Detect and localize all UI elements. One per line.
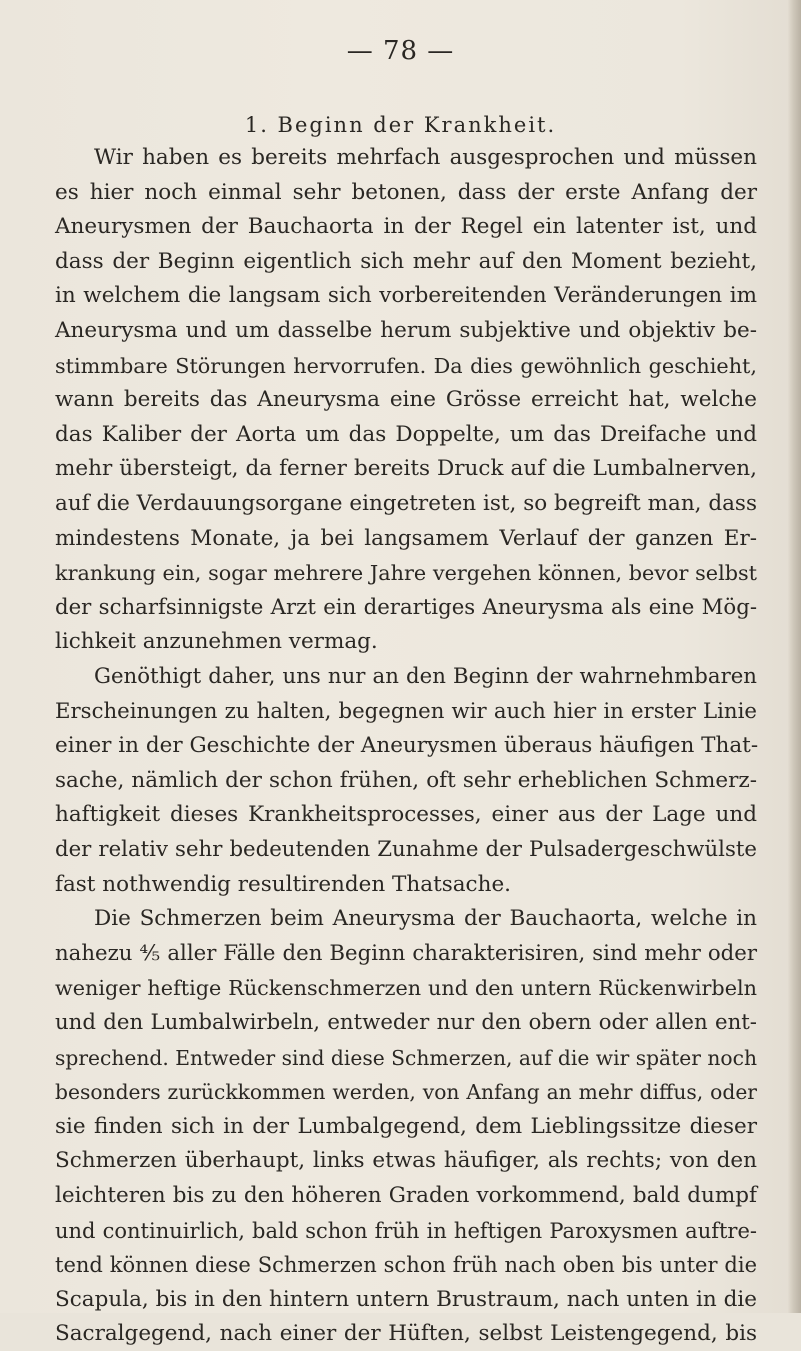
text-line: tend können diese Schmerzen schon früh nach oben bis unter die bbox=[55, 1253, 757, 1278]
text-line: Aneurysma und um dasselbe herum subjektive und objektiv be- bbox=[55, 318, 757, 343]
text-line: haftigkeit dieses Krankheitsprocesses, einer aus der Lage und bbox=[55, 802, 757, 828]
text-line: nahezu ⅘ aller Fälle den Beginn charakterisiren, sind mehr oder bbox=[55, 940, 757, 966]
text-line: leichteren bis zu den höheren Graden vorkommend, bald dumpf bbox=[55, 1183, 757, 1208]
page-number: — 78 — bbox=[346, 36, 455, 66]
text-line: Scapula, bis in den hintern untern Brustraum, nach unten in die bbox=[55, 1286, 757, 1312]
text-line: und continuirlich, bald schon früh in heftigen Paroxysmen auftre- bbox=[55, 1218, 757, 1243]
text-line: mindestens Monate, ja bei langsamem Verlauf der ganzen Er- bbox=[55, 525, 757, 551]
text-line: mehr übersteigt, da ferner bereits Druck auf die Lumbalnerven, bbox=[55, 456, 757, 482]
section-heading: 1. Beginn der Krankheit. bbox=[244, 113, 557, 137]
text-line: weniger heftige Rückenschmerzen und den untern Rückenwirbeln bbox=[55, 976, 757, 1001]
text-line: in welchem die langsam sich vorbereitenden Veränderungen im bbox=[55, 283, 757, 309]
text-line: es hier noch einmal sehr betonen, dass der erste Anfang der bbox=[55, 179, 757, 205]
text-line: der scharfsinnigste Arzt ein derartiges Aneurysma als eine Mög- bbox=[55, 594, 757, 620]
text-line: das Kaliber der Aorta um das Doppelte, um das Dreifache und bbox=[55, 421, 757, 447]
text-line: Sacralgegend, nach einer der Hüften, selbst Leistengegend, bis bbox=[55, 1321, 757, 1347]
text-line: fast nothwendig resultirenden Thatsache. bbox=[55, 871, 512, 897]
text-line: Die Schmerzen beim Aneurysma der Bauchaorta, welche in bbox=[94, 906, 757, 932]
text-line: sache, nämlich der schon frühen, oft sehr erheblichen Schmerz- bbox=[55, 767, 757, 793]
text-line: Erscheinungen zu halten, begegnen wir auch hier in erster Linie bbox=[55, 698, 757, 724]
text-line: krankung ein, sogar mehrere Jahre vergehen können, bevor selbst bbox=[55, 561, 757, 586]
text-line: Schmerzen überhaupt, links etwas häufiger, als rechts; von den bbox=[55, 1148, 757, 1174]
text-line: sprechend. Entweder sind diese Schmerzen, auf die wir später noch bbox=[55, 1045, 757, 1070]
text-line: einer in der Geschichte der Aneurysmen überaus häufigen That- bbox=[55, 733, 759, 759]
text-line: stimmbare Störungen hervorrufen. Da dies gewöhnlich geschieht, bbox=[55, 353, 757, 378]
text-line: besonders zurückkommen werden, von Anfang an mehr diffus, oder bbox=[55, 1080, 757, 1105]
text-line: wann bereits das Aneurysma eine Grösse erreicht hat, welche bbox=[55, 387, 757, 413]
text-line: Wir haben es bereits mehrfach ausgesprochen und müssen bbox=[94, 145, 757, 170]
text-line: auf die Verdauungsorgane eingetreten ist, so begreift man, dass bbox=[55, 491, 757, 516]
text-line: lichkeit anzunehmen vermag. bbox=[55, 629, 378, 655]
text-line: sie finden sich in der Lumbalgegend, dem Lieblingssitze dieser bbox=[55, 1113, 757, 1139]
text-line: Aneurysmen der Bauchaorta in der Regel ein latenter ist, und bbox=[55, 214, 757, 240]
text-line: der relativ sehr bedeutenden Zunahme der Pulsadergeschwülste bbox=[55, 837, 757, 862]
text-line: Genöthigt daher, uns nur an den Beginn der wahrnehmbaren bbox=[94, 664, 757, 689]
text-line: dass der Beginn eigentlich sich mehr auf den Moment bezieht, bbox=[55, 248, 757, 274]
text-line: und den Lumbalwirbeln, entweder nur den obern oder allen ent- bbox=[55, 1010, 757, 1035]
